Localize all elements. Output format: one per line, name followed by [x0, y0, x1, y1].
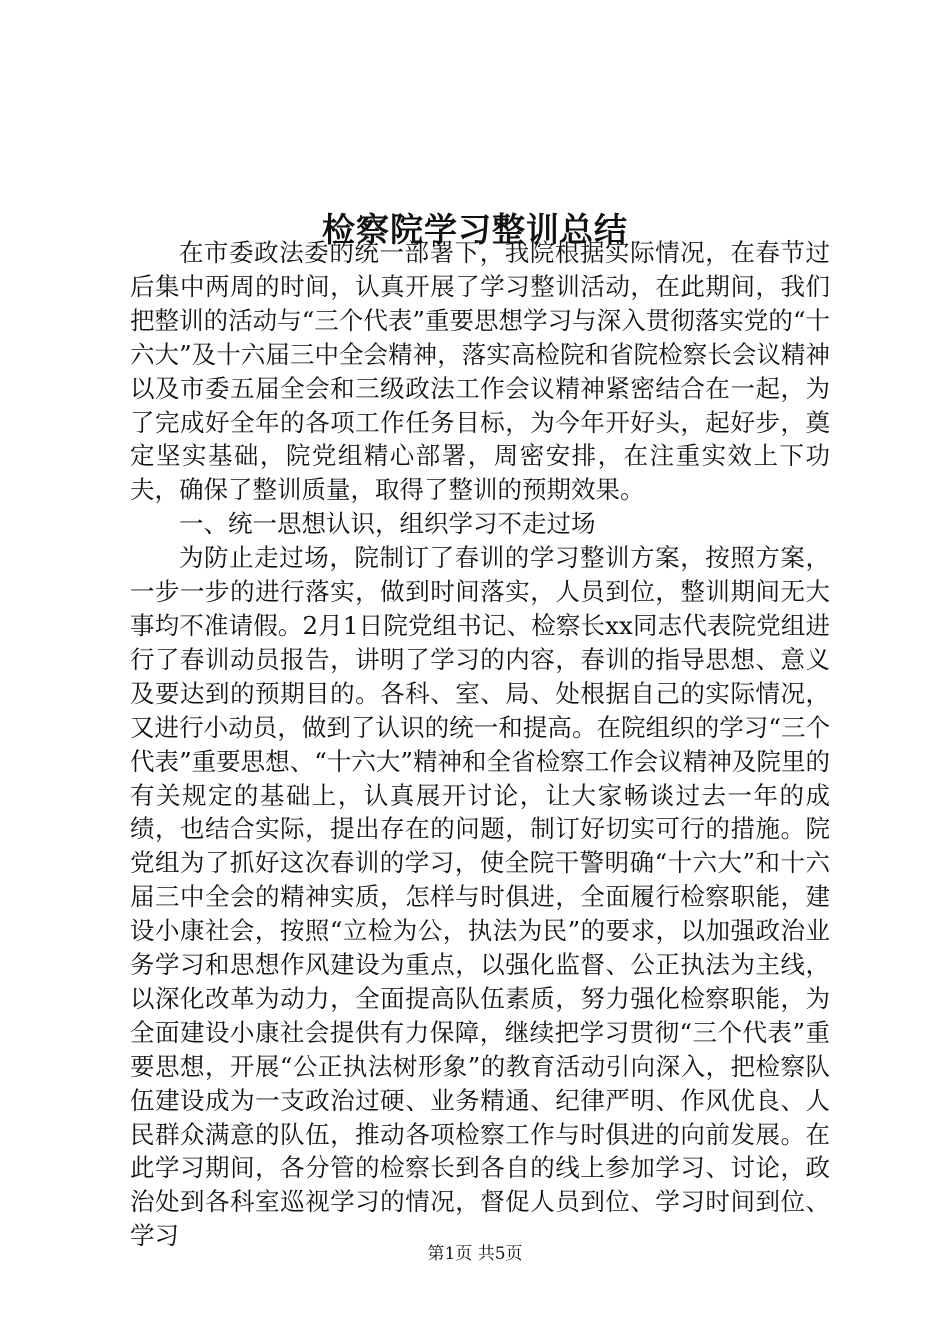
body-paragraph: 为防止走过场，院制订了春训的学习整训方案，按照方案，一步一步的进行落实，做到时间落实，人员到位，整训期间无大事均不准请假。2月1日院党组书记、检察长xx同志代表院党组进行了春训动员报告，讲明了学习的内容，春训的指导思想、意义及要达到的预期目的。各科、室、局、处根据自己的实际情况，又进行小动员，做到了认识的统一和提高。在院组织的学习“三个代表”重要思想、“十六大”精神和全省检察工作会议精神及院里的有关规定的基础上，认真展开讨论，让大家畅谈过去一年的成绩，也结合实际，提出存在的问题，制订好切实可行的措施。院党组为了抓好这次春训的学习，使全院干警明确“十六大”和十六届三中全会的精神实质，怎样与时俱进，全面履行检察职能，建设小康社会，按照“立检为公，执法为民”的要求，以加强政治业务学习和思想作风建设为重点，以强化监督、公正执法为主线，以深化改革为动力，全面提高队伍素质，努力强化检察职能，为全面建设小康社会提供有力保障，继续把学习贯彻“三个代表”重要思想，开展“公正执法树形象”的教育活动引向深入，把检察队伍建设成为一支政治过硬、业务精通、纪律严明、作风优良、人民群众满意的队伍，推动各项检察工作与时俱进的向前发展。在此学习期间，各分管的检察长到各自的线上参加学习、讨论，政治处到各科室巡视学习的情况，督促人员到位、学习时间到位、学习 — [130, 543, 830, 1251]
page-footer: 第1页 共5页 — [427, 1244, 523, 1264]
document-body — [130, 236, 830, 1253]
intro-paragraph: 在市委政法委的统一部署下，我院根据实际情况，在春节过后集中两周的时间，认真开展了学习整训活动，在此期间，我们把整训的活动与“三个代表”重要思想学习与深入贯彻落实党的“十六大”及十六届三中全会精神，落实高检院和省院检察长会议精神以及市委五届全会和三级政法工作会议精神紧密结合在一起，为了完成好全年的各项工作任务目标，为今年开好头，起好步，奠定坚实基础，院党组精心部署，周密安排，在注重实效上下功夫，确保了整训质量，取得了整训的预期效果。 — [130, 238, 830, 505]
page-title: 检察院学习整训总结 — [322, 210, 628, 250]
section-heading: 一、统一思想认识，组织学习不走过场 — [179, 509, 596, 539]
